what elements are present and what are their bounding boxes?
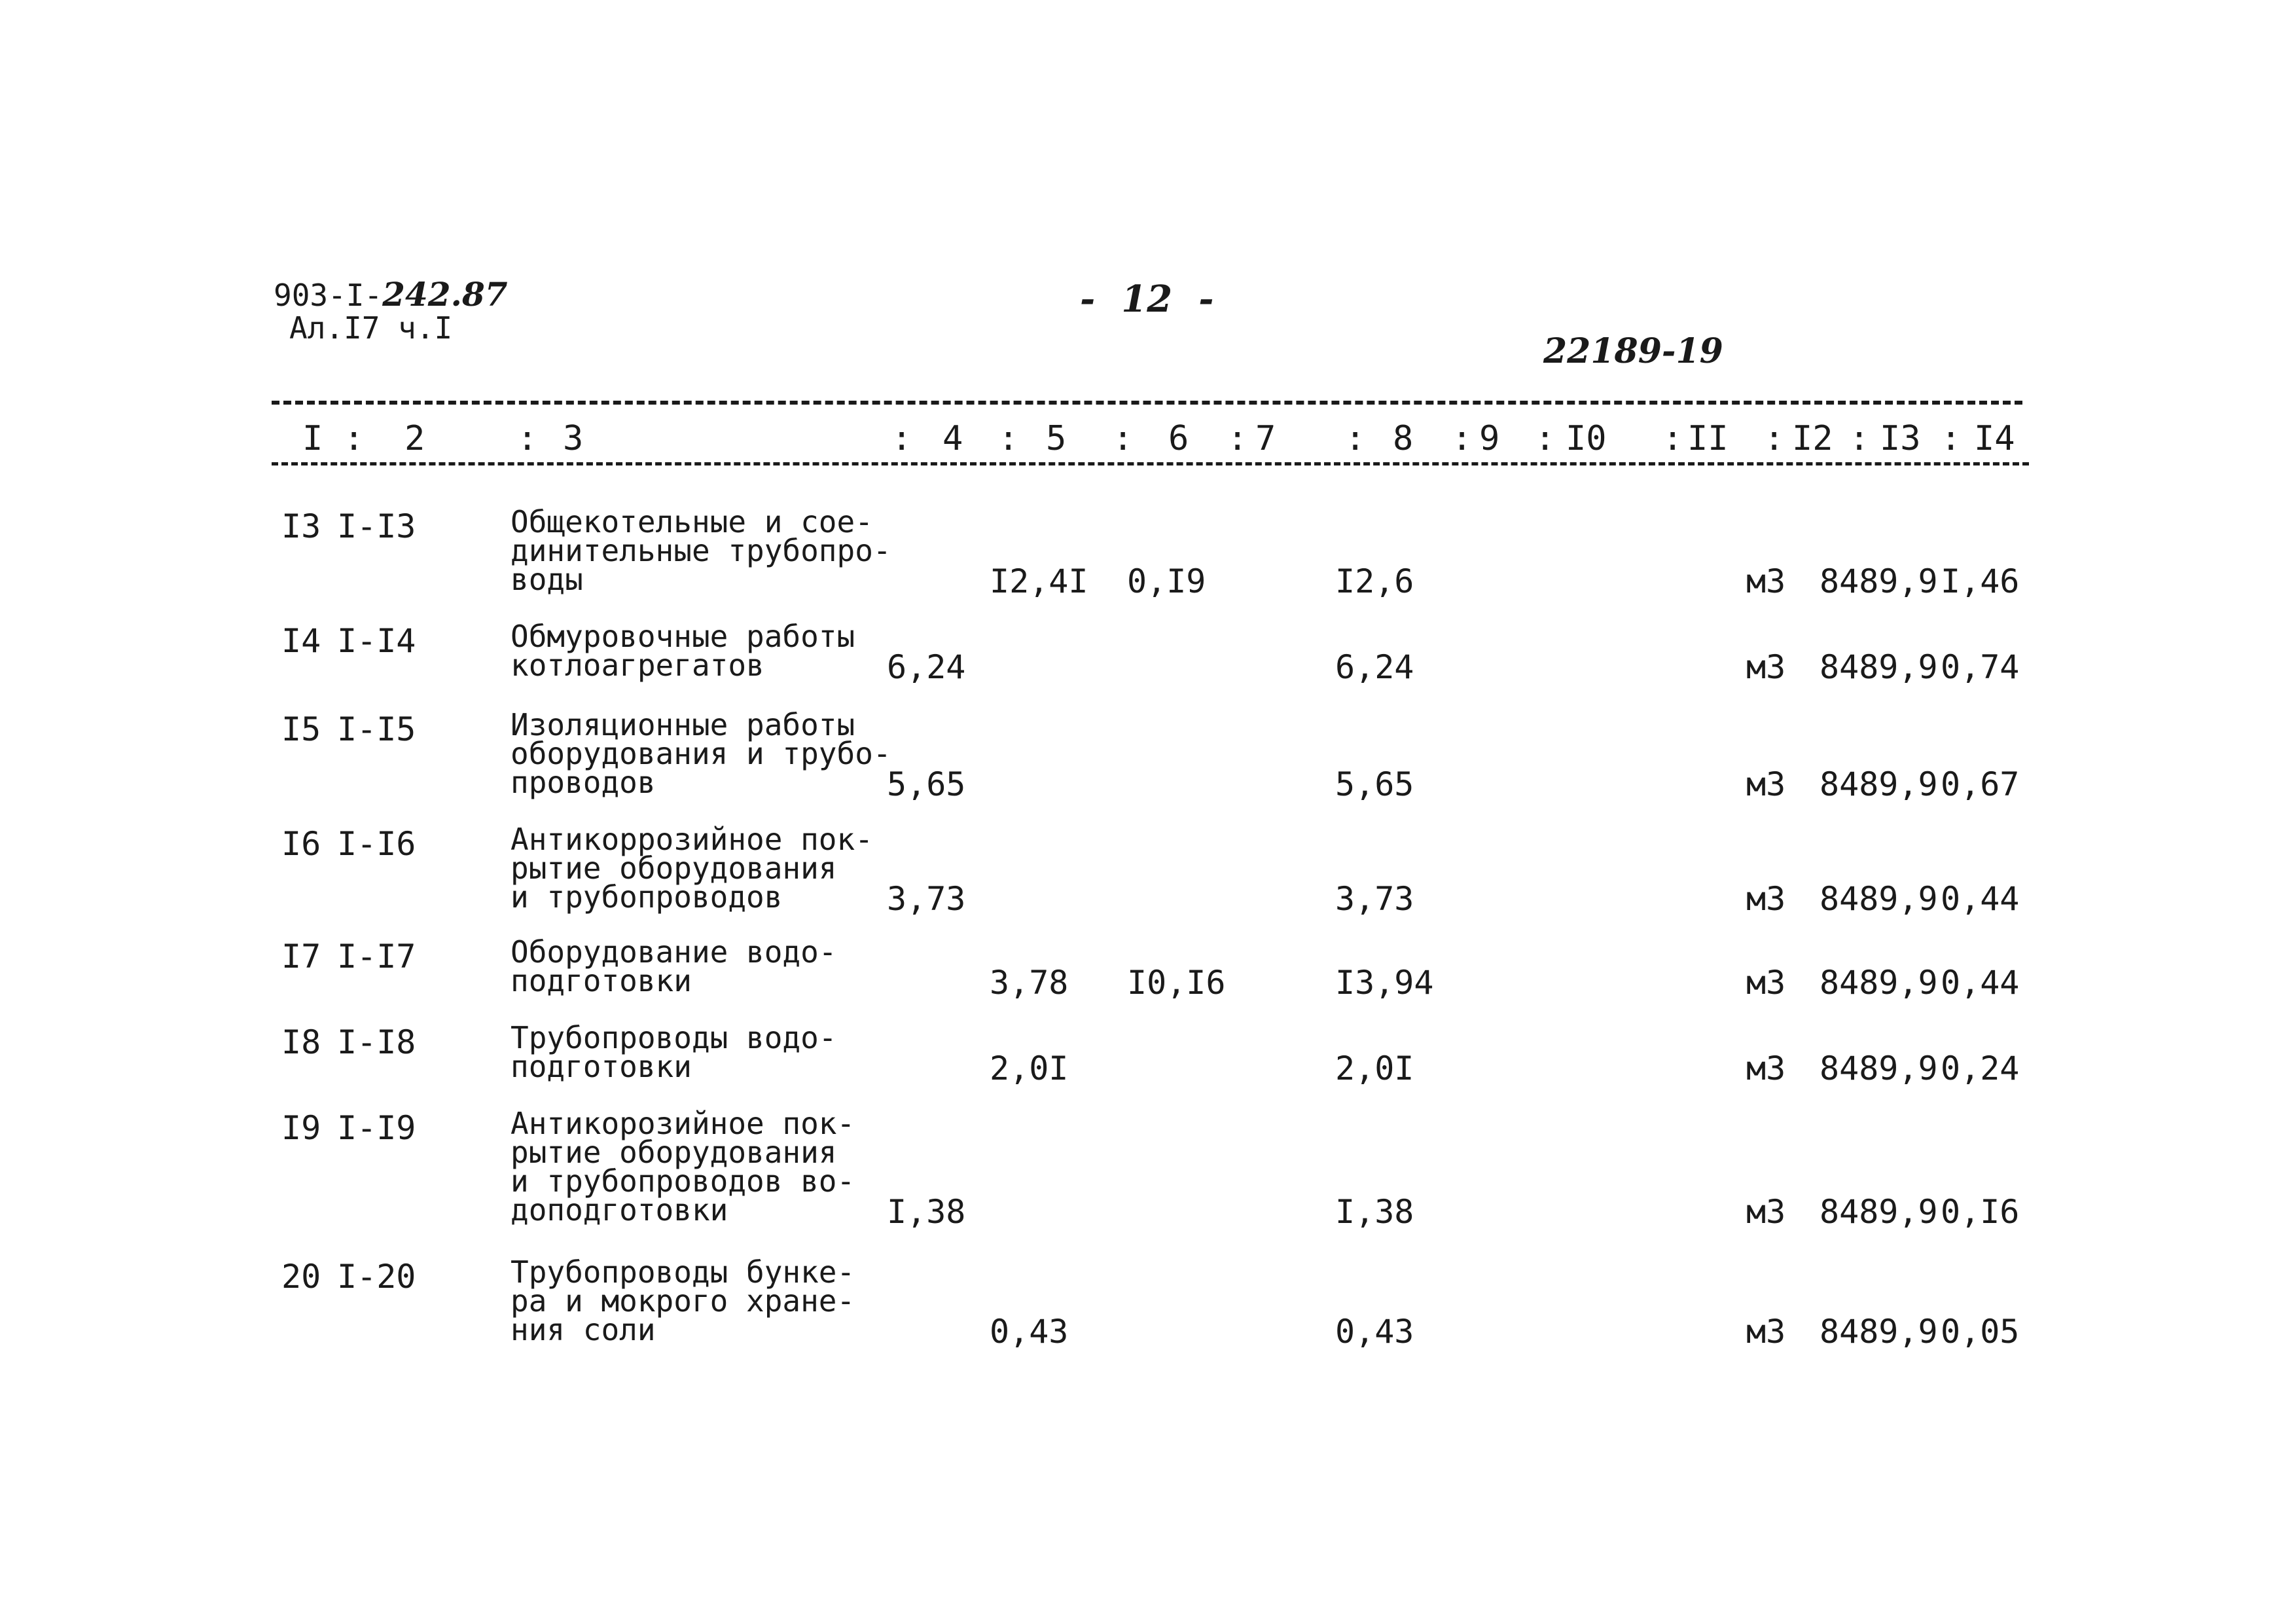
column-number-8: 8 [1393, 419, 1414, 458]
row-unit: м3 [1746, 765, 1786, 803]
column-number-2: 2 [404, 419, 425, 458]
row-col14-value: 0,44 [1941, 964, 2020, 1002]
row-description-line: подготовки [511, 963, 692, 998]
row-description-line: Общекотельные и сое- [511, 504, 873, 539]
row-description-line: рытие оборудования [511, 1135, 837, 1170]
row-code: I-I9 [337, 1109, 416, 1147]
row-col5-value: 2,0I [990, 1049, 1069, 1087]
row-code: I-I3 [337, 507, 416, 545]
row-col8-value: 3,73 [1335, 880, 1414, 918]
column-separator: : [1227, 419, 1248, 458]
row-col14-value: 0,67 [1941, 765, 2020, 803]
row-col8-value: 0,43 [1335, 1313, 1414, 1351]
row-number: I8 [281, 1023, 321, 1061]
row-number: I7 [281, 938, 321, 976]
column-number-12: I2 [1792, 419, 1833, 458]
row-quantity: 8489,9 [1820, 1193, 1938, 1231]
row-number: I5 [281, 710, 321, 748]
row-quantity: 8489,9 [1820, 562, 1938, 600]
row-col14-value: 0,74 [1941, 648, 2020, 686]
row-description-line: Трубопроводы водо- [511, 1020, 837, 1055]
row-quantity: 8489,9 [1820, 880, 1938, 918]
row-col4-value: I,38 [887, 1193, 966, 1231]
column-separator: : [1849, 419, 1870, 458]
column-number-3: 3 [563, 419, 584, 458]
column-number-10: I0 [1566, 419, 1607, 458]
row-code: I-I8 [337, 1023, 416, 1061]
row-col5-value: 3,78 [990, 964, 1069, 1002]
row-col6-value: I0,I6 [1127, 964, 1226, 1002]
row-quantity: 8489,9 [1820, 1313, 1938, 1351]
row-description-line: Антикоррозийное пок- [511, 822, 873, 857]
column-number-9: 9 [1479, 419, 1500, 458]
row-description-line: Изоляционные работы [511, 707, 855, 742]
row-col8-value: I,38 [1335, 1193, 1414, 1231]
row-description-line: воды [511, 562, 583, 597]
row-col4-value: 3,73 [887, 880, 966, 918]
row-col14-value: 0,I6 [1941, 1193, 2020, 1231]
row-col8-value: 5,65 [1335, 765, 1414, 803]
row-code: I-I5 [337, 710, 416, 748]
row-number: 20 [281, 1258, 321, 1296]
document-code-prefix: 903-I- [274, 278, 383, 313]
column-separator: : [1941, 419, 1962, 458]
row-description-line: динительные трубопро- [511, 533, 891, 568]
row-code: I-20 [337, 1258, 416, 1296]
row-number: I6 [281, 825, 321, 863]
row-col6-value: 0,I9 [1127, 562, 1206, 600]
row-description-line: Обмуровочные работы [511, 619, 855, 654]
row-description-line: проводов [511, 765, 656, 800]
column-number-6: 6 [1168, 419, 1189, 458]
row-description-line: подготовки [511, 1049, 692, 1084]
column-number-4: 4 [942, 419, 963, 458]
column-separator: : [1662, 419, 1683, 458]
column-number-13: I3 [1880, 419, 1921, 458]
page-number-group [1080, 278, 1213, 321]
row-number: I9 [281, 1109, 321, 1147]
column-number-11: II [1687, 419, 1729, 458]
row-description-line: котлоагрегатов [511, 647, 764, 683]
row-number: I4 [281, 622, 321, 660]
row-quantity: 8489,9 [1820, 648, 1938, 686]
column-separator: : [1452, 419, 1473, 458]
document-code [274, 275, 508, 314]
row-code: I-I4 [337, 622, 416, 660]
column-number-14: I4 [1974, 419, 2015, 458]
album-label: Ал.I7 ч.I [289, 310, 453, 346]
row-quantity: 8489,9 [1820, 1049, 1938, 1087]
column-number-5: 5 [1046, 419, 1067, 458]
page-dash-right: - [1198, 278, 1214, 321]
row-unit: м3 [1746, 1313, 1786, 1351]
column-separator: : [1535, 419, 1556, 458]
row-description-line: Оборудование водо- [511, 934, 837, 970]
inventory-number: 22189-19 [1543, 331, 1723, 371]
column-separator: : [1345, 419, 1366, 458]
row-description-line: и трубопроводов во- [511, 1163, 855, 1199]
row-col8-value: 6,24 [1335, 648, 1414, 686]
row-description-line: Антикорозийное пок- [511, 1106, 855, 1141]
row-description-line: и трубопроводов [511, 879, 783, 915]
row-col14-value: 0,05 [1941, 1313, 2020, 1351]
row-col8-value: I2,6 [1335, 562, 1414, 600]
row-col14-value: I,46 [1941, 562, 2020, 600]
row-description-line: рытие оборудования [511, 850, 837, 886]
page-dash-left: - [1080, 278, 1096, 321]
row-description-line: доподготовки [511, 1192, 728, 1228]
column-header-underline [272, 462, 2029, 465]
row-unit: м3 [1746, 648, 1786, 686]
row-description-line: ра и мокрого хране- [511, 1283, 855, 1319]
column-separator: : [1113, 419, 1134, 458]
column-separator: : [344, 419, 365, 458]
row-col14-value: 0,24 [1941, 1049, 2020, 1087]
row-unit: м3 [1746, 1193, 1786, 1231]
row-col5-value: 0,43 [990, 1313, 1069, 1351]
row-unit: м3 [1746, 1049, 1786, 1087]
column-separator: : [1764, 419, 1785, 458]
row-col14-value: 0,44 [1941, 880, 2020, 918]
column-separator: : [517, 419, 538, 458]
row-unit: м3 [1746, 964, 1786, 1002]
column-number-7: 7 [1255, 419, 1276, 458]
row-unit: м3 [1746, 562, 1786, 600]
column-number-1: I [302, 419, 323, 458]
document-code-handwritten: 242.87 [382, 275, 508, 314]
row-col4-value: 6,24 [887, 648, 966, 686]
row-description-line: Трубопроводы бунке- [511, 1254, 855, 1290]
row-col8-value: I3,94 [1335, 964, 1434, 1002]
row-unit: м3 [1746, 880, 1786, 918]
row-col4-value: 5,65 [887, 765, 966, 803]
row-code: I-I6 [337, 825, 416, 863]
row-col5-value: I2,4I [990, 562, 1088, 600]
column-separator: : [998, 419, 1019, 458]
row-col8-value: 2,0I [1335, 1049, 1414, 1087]
column-separator: : [891, 419, 912, 458]
row-description-line: ния соли [511, 1312, 656, 1347]
row-quantity: 8489,9 [1820, 765, 1938, 803]
row-code: I-I7 [337, 938, 416, 976]
row-description-line: оборудования и трубо- [511, 736, 891, 771]
page-number: 12 [1121, 278, 1173, 321]
table-top-rule [272, 401, 2022, 405]
row-number: I3 [281, 507, 321, 545]
row-quantity: 8489,9 [1820, 964, 1938, 1002]
